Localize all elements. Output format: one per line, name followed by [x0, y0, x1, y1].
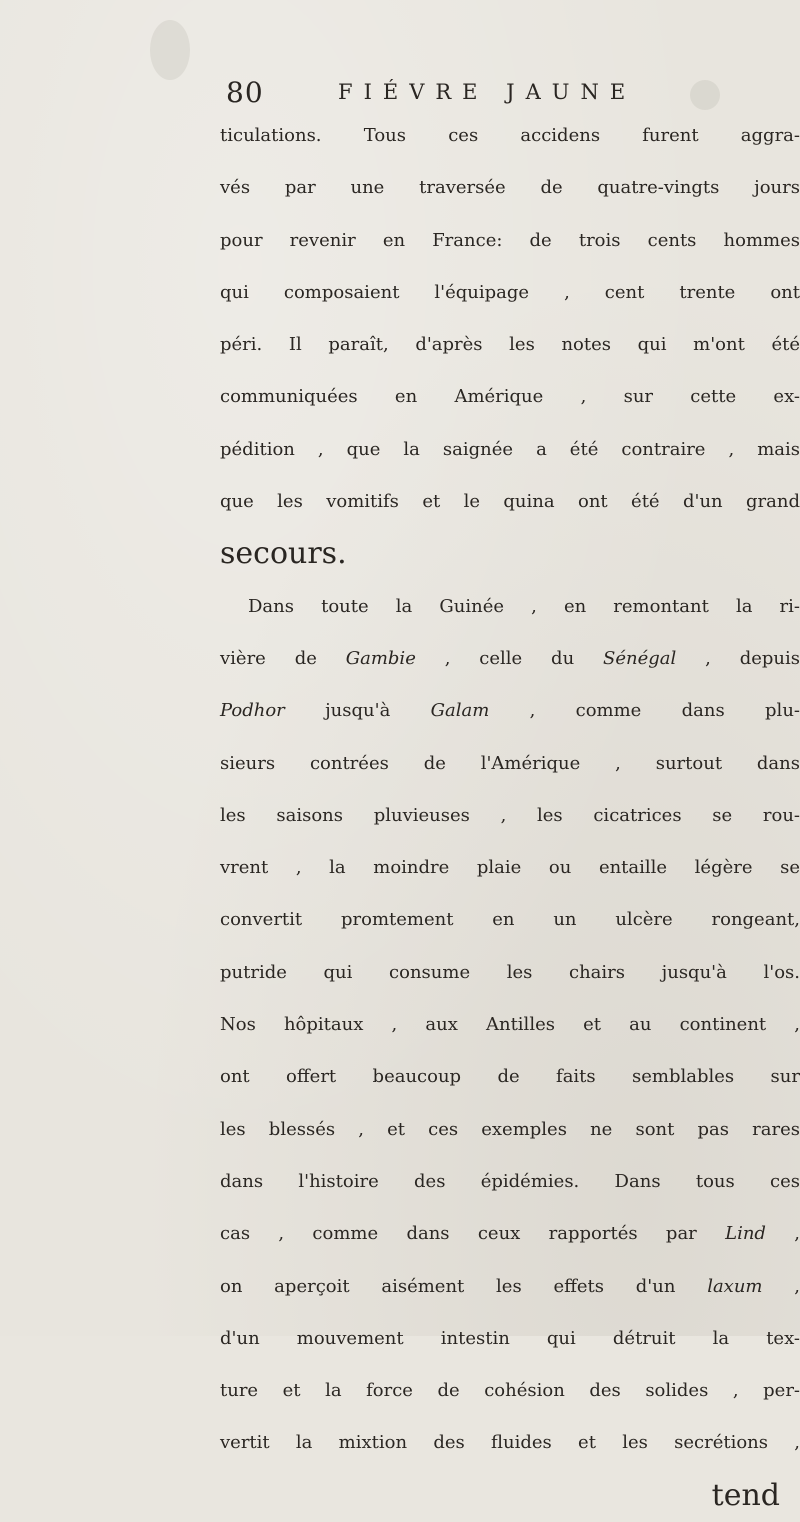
text-segment: ont offert beaucoup de faits semblables sur [220, 1066, 800, 1088]
text-segment: Dans toute la Guinée , en remontant la ri- [248, 595, 800, 617]
text-line [220, 581, 800, 633]
text-line [220, 476, 800, 528]
text-segment: ture et la force de cohésion des solides , per- [220, 1380, 800, 1402]
text-segment: vertit la mixtion des fluides et les secrétions , [220, 1432, 800, 1454]
text-segment: putride qui consume les chairs jusqu'à l'os. [220, 961, 800, 983]
text-line [220, 424, 800, 476]
text-segment: pour revenir en France: de trois cents hommes [220, 229, 800, 251]
text-line [220, 842, 800, 894]
italic-text: Gambie [345, 647, 416, 669]
text-line [220, 1104, 800, 1156]
italic-text: laxum [707, 1275, 763, 1297]
text-segment: sieurs contrées de l'Amérique , surtout dans [220, 752, 800, 774]
text-segment: péri. Il paraît, d'après les notes qui m'ont été [220, 334, 800, 356]
text-line [220, 894, 800, 946]
text-line [220, 790, 800, 842]
text-segment: vrent , la moindre plaie ou entaille légère se [220, 857, 800, 879]
text-segment: communiquées en Amérique , sur cette ex- [220, 386, 800, 408]
text-segment: jusqu'à [284, 700, 431, 722]
text-segment: que les vomitifs et le quina ont été d'un grand [220, 491, 800, 513]
catchword-line [220, 1470, 800, 1522]
catchword: tend [711, 1477, 780, 1513]
text-segment: Nos hôpitaux , aux Antilles et au continent , [220, 1014, 800, 1036]
text-line [220, 633, 800, 685]
text-line [220, 267, 800, 319]
text-line [220, 1417, 800, 1469]
body-text [220, 110, 800, 1522]
text-segment: ticulations. Tous ces accidens furent aggra- [220, 125, 800, 146]
text-line [220, 1156, 800, 1208]
text-line [220, 1313, 800, 1365]
text-line [220, 738, 800, 790]
text-segment: les blessés , et ces exemples ne sont pas rares [220, 1118, 800, 1140]
text-segment: vière de [220, 647, 346, 669]
text-line [220, 110, 800, 162]
text-line [220, 947, 800, 999]
paper-stain [150, 20, 190, 80]
text-segment: , celle du [415, 647, 604, 669]
text-segment: pédition , que la saignée a été contraire , mais [220, 438, 800, 460]
italic-text: Galam [430, 700, 490, 722]
italic-text: Podhor [220, 700, 285, 722]
running-title: FIÉVRE JAUNE [338, 80, 637, 104]
text-segment: , [765, 1223, 800, 1245]
text-segment: qui composaient l'équipage , cent trente ont [220, 281, 800, 303]
text-segment: secours. [220, 536, 347, 572]
text-segment: on aperçoit aisément les effets d'un [220, 1275, 708, 1297]
text-segment: , [762, 1275, 800, 1297]
text-line [220, 319, 800, 371]
text-line [220, 685, 800, 737]
text-line [220, 1365, 800, 1417]
text-line [220, 999, 800, 1051]
text-line [220, 162, 800, 214]
text-segment: convertit promtement en un ulcère rongeant, [220, 909, 800, 931]
page-number: 80 [226, 76, 264, 109]
italic-text: Sénégal [603, 647, 677, 669]
italic-text: Lind [725, 1223, 766, 1245]
text-segment: vés par une traversée de quatre-vingts jours [220, 177, 800, 199]
text-line [220, 1208, 800, 1260]
text-segment: , depuis [676, 647, 800, 669]
text-line [220, 215, 800, 267]
text-segment: , comme dans plu- [489, 700, 800, 722]
text-segment: dans l'histoire des épidémies. Dans tous ces [220, 1170, 800, 1192]
text-segment: les saisons pluvieuses , les cicatrices se rou- [220, 804, 800, 826]
text-line [220, 371, 800, 423]
text-segment: cas , comme dans ceux rapportés par [220, 1223, 726, 1245]
text-line [220, 1261, 800, 1313]
text-segment: d'un mouvement intestin qui détruit la tex- [220, 1327, 800, 1349]
text-line [220, 1051, 800, 1103]
text-line [220, 528, 800, 580]
